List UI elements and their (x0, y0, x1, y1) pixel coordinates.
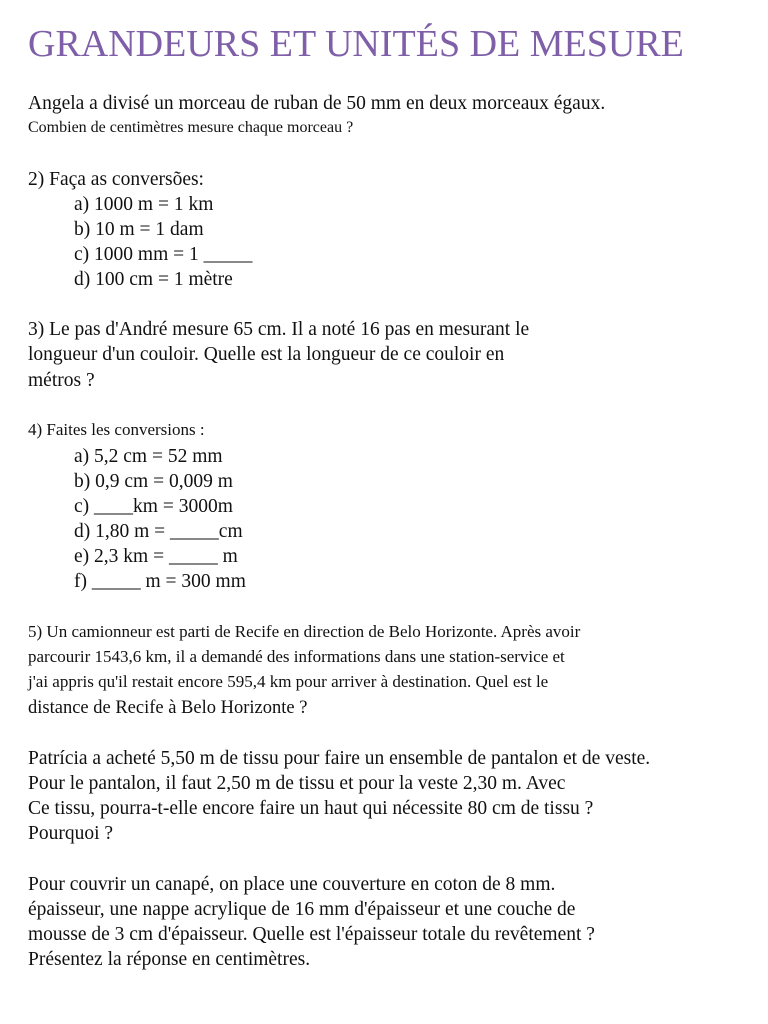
q2-item-a: a) 1000 m = 1 km (74, 194, 214, 215)
q4-item-e: e) 2,3 km = _____ m (74, 546, 238, 567)
q6-line-3: Ce tissu, pourra-t-elle encore faire un haut qui nécessite 80 cm de tissu ? (28, 798, 594, 819)
q3-line-2: longueur d'un couloir. Quelle est la longueur de ce couloir en (28, 344, 505, 365)
q7-line-3: mousse de 3 cm d'épaisseur. Quelle est l'épaisseur totale du revêtement ? (28, 924, 595, 945)
q5-line-4: distance de Recife à Belo Horizonte ? (28, 698, 308, 718)
q1-line-2: Combien de centimètres mesure chaque morceau ? (28, 119, 354, 136)
q4-item-b: b) 0,9 cm = 0,009 m (74, 471, 233, 492)
q6-line-2: Pour le pantalon, il faut 2,50 m de tissu et pour la veste 2,30 m. Avec (28, 773, 566, 794)
q1-line-1: Angela a divisé un morceau de ruban de 50 mm en deux morceaux égaux. (28, 93, 606, 114)
q5-line-2: parcourir 1543,6 km, il a demandé des informations dans une station-service et (28, 647, 565, 666)
q4-item-d: d) 1,80 m = _____cm (74, 521, 243, 542)
q4-item-a: a) 5,2 cm = 52 mm (74, 446, 223, 467)
q4-item-c: c) ____km = 3000m (74, 496, 233, 517)
q2-item-c: c) 1000 mm = 1 _____ (74, 244, 253, 265)
q5-line-3: j'ai appris qu'il restait encore 595,4 km pour arriver à destination. Quel est le (28, 672, 549, 691)
q6-line-4: Pourquoi ? (28, 823, 114, 844)
q2-item-b: b) 10 m = 1 dam (74, 219, 204, 240)
q2-heading: 2) Faça as conversões: (28, 169, 204, 190)
page-title: GRANDEURS ET UNITÉS DE MESURE (28, 23, 684, 65)
q4-heading: 4) Faites les conversions : (28, 420, 205, 439)
q2-item-d: d) 100 cm = 1 mètre (74, 269, 233, 290)
q4-item-f: f) _____ m = 300 mm (74, 571, 246, 592)
q7-line-4: Présentez la réponse en centimètres. (28, 949, 311, 970)
q7-line-1: Pour couvrir un canapé, on place une couverture en coton de 8 mm. (28, 874, 556, 895)
q6-line-1: Patrícia a acheté 5,50 m de tissu pour faire un ensemble de pantalon et de veste. (28, 748, 651, 769)
q7-line-2: épaisseur, une nappe acrylique de 16 mm d'épaisseur et une couche de (28, 899, 576, 920)
q3-line-1: 3) Le pas d'André mesure 65 cm. Il a noté 16 pas en mesurant le (28, 319, 530, 340)
q5-line-1: 5) Un camionneur est parti de Recife en direction de Belo Horizonte. Après avoir (28, 622, 581, 641)
q3-line-3: métros ? (28, 370, 95, 391)
